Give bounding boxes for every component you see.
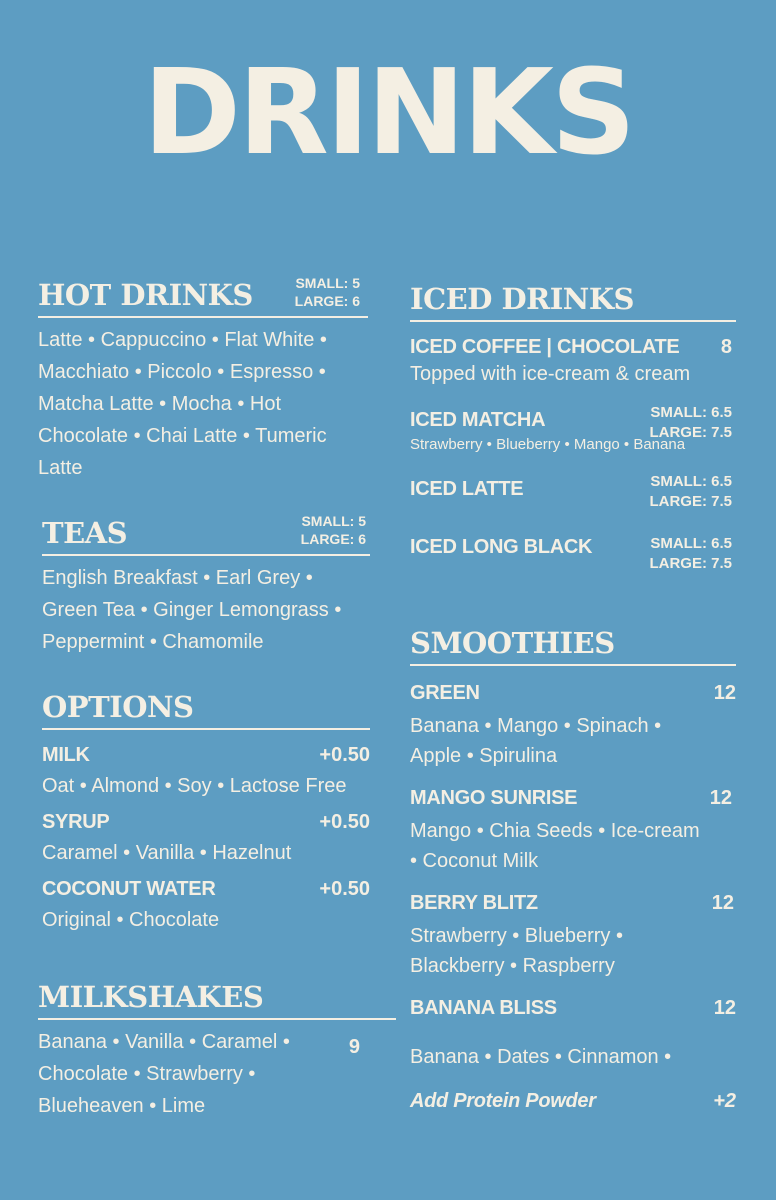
smoothie-berry-desc: Strawberry • Blueberry • Blackberry • Raspberry	[410, 925, 623, 977]
teas-list: English Breakfast • Earl Grey • Green Tea • Ginger Lemongrass • Peppermint • Chamomile	[42, 567, 342, 653]
iced-matcha-large: LARGE: 7.5	[649, 424, 732, 441]
teas-large-price: LARGE: 6	[300, 531, 366, 547]
iced-drinks-header	[410, 282, 736, 322]
option-coconut-price: +0.50	[319, 878, 370, 900]
smoothie-berry-price: 12	[711, 892, 734, 914]
iced-long-black-small: SMALL: 6.5	[650, 535, 732, 552]
iced-coffee-name: ICED COFFEE | CHOCOLATE	[410, 336, 680, 358]
smoothie-banana-name: BANANA BLISS	[410, 997, 557, 1019]
milkshakes-list: Banana • Vanilla • Caramel • Chocolate • Strawberry • Blueheaven • Lime	[38, 1031, 290, 1117]
smoothie-mango-name: MANGO SUNRISE	[410, 787, 578, 809]
iced-matcha-item	[410, 403, 736, 456]
milkshakes-title: MILKSHAKES	[38, 980, 264, 1014]
option-milk-desc: Oat • Almond • Soy • Lactose Free	[42, 775, 347, 797]
iced-coffee-price: 8	[720, 336, 732, 358]
hot-drinks-header	[38, 275, 368, 318]
teas-prices	[301, 512, 366, 548]
iced-coffee-desc: Topped with ice-cream & cream	[410, 363, 691, 385]
smoothie-green-desc: Banana • Mango • Spinach • Apple • Spirulina	[410, 715, 662, 767]
hot-drinks-prices	[295, 274, 360, 310]
option-milk-name: MILK	[42, 744, 90, 766]
teas-header	[42, 513, 370, 556]
option-milk	[42, 744, 370, 801]
teas-section	[42, 513, 370, 658]
iced-matcha-desc: Strawberry • Blueberry • Mango • Banana	[410, 436, 686, 453]
options-header	[42, 690, 370, 730]
iced-matcha-name: ICED MATCHA	[410, 409, 546, 431]
smoothie-berry-name: BERRY BLITZ	[410, 892, 538, 914]
hot-drinks-section	[38, 275, 370, 484]
hot-drinks-list: Latte • Cappuccino • Flat White • Macchiato • Piccolo • Espresso • Matcha Latte • Mocha • Hot Chocolate • Chai Latte • Tumeric Latte	[38, 329, 327, 479]
smoothie-green-price: 12	[713, 682, 736, 704]
option-syrup-desc: Caramel • Vanilla • Hazelnut	[42, 842, 292, 864]
iced-latte-name: ICED LATTE	[410, 478, 524, 500]
iced-latte-item	[410, 472, 736, 512]
options-section	[42, 690, 370, 935]
options-title: OPTIONS	[42, 690, 194, 724]
smoothies-section	[410, 626, 736, 1113]
hot-drinks-title: HOT DRINKS	[38, 278, 253, 312]
iced-long-black-prices	[649, 534, 732, 574]
iced-drinks-section	[410, 282, 736, 574]
option-syrup-name: SYRUP	[42, 811, 110, 833]
option-coconut-water	[42, 878, 370, 935]
option-syrup	[42, 811, 370, 868]
option-milk-price: +0.50	[319, 744, 370, 766]
hot-drinks-small-price: SMALL: 5	[295, 275, 360, 291]
option-syrup-price: +0.50	[319, 811, 370, 833]
milkshakes-header	[38, 980, 396, 1020]
smoothies-header	[410, 626, 736, 666]
iced-latte-large: LARGE: 7.5	[649, 493, 732, 510]
menu-title: DRINKS	[143, 43, 633, 181]
smoothie-banana-desc: Banana • Dates • Cinnamon •	[410, 1046, 672, 1068]
iced-drinks-title: ICED DRINKS	[410, 282, 634, 316]
smoothie-berry-blitz	[410, 892, 736, 981]
protein-add-on	[410, 1090, 736, 1113]
smoothie-mango-sunrise	[410, 787, 736, 876]
milkshakes-body	[38, 1026, 370, 1122]
option-coconut-desc: Original • Chocolate	[42, 909, 220, 931]
milkshakes-section	[38, 980, 370, 1122]
teas-title: TEAS	[42, 516, 128, 550]
smoothie-green-name: GREEN	[410, 682, 480, 704]
milkshakes-price: 9	[348, 1036, 360, 1058]
iced-latte-small: SMALL: 6.5	[650, 473, 732, 490]
iced-long-black-large: LARGE: 7.5	[649, 555, 732, 572]
protein-name: Add Protein Powder	[410, 1090, 596, 1112]
hot-drinks-large-price: LARGE: 6	[294, 293, 360, 309]
iced-latte-prices	[649, 472, 732, 512]
option-coconut-name: COCONUT WATER	[42, 878, 216, 900]
smoothie-banana-bliss	[410, 997, 736, 1072]
smoothies-title: SMOOTHIES	[410, 626, 615, 660]
teas-small-price: SMALL: 5	[301, 513, 366, 529]
iced-long-black-name: ICED LONG BLACK	[410, 536, 593, 558]
smoothie-banana-price: 12	[713, 997, 736, 1019]
smoothie-green	[410, 682, 736, 771]
protein-price: +2	[713, 1090, 736, 1112]
iced-long-black-item	[410, 534, 736, 574]
smoothie-mango-desc: Mango • Chia Seeds • Ice-cream • Coconut Milk	[410, 820, 700, 872]
iced-coffee-item	[410, 336, 736, 389]
iced-matcha-prices	[649, 403, 732, 443]
iced-matcha-small: SMALL: 6.5	[650, 404, 732, 421]
smoothie-mango-price: 12	[709, 787, 732, 809]
